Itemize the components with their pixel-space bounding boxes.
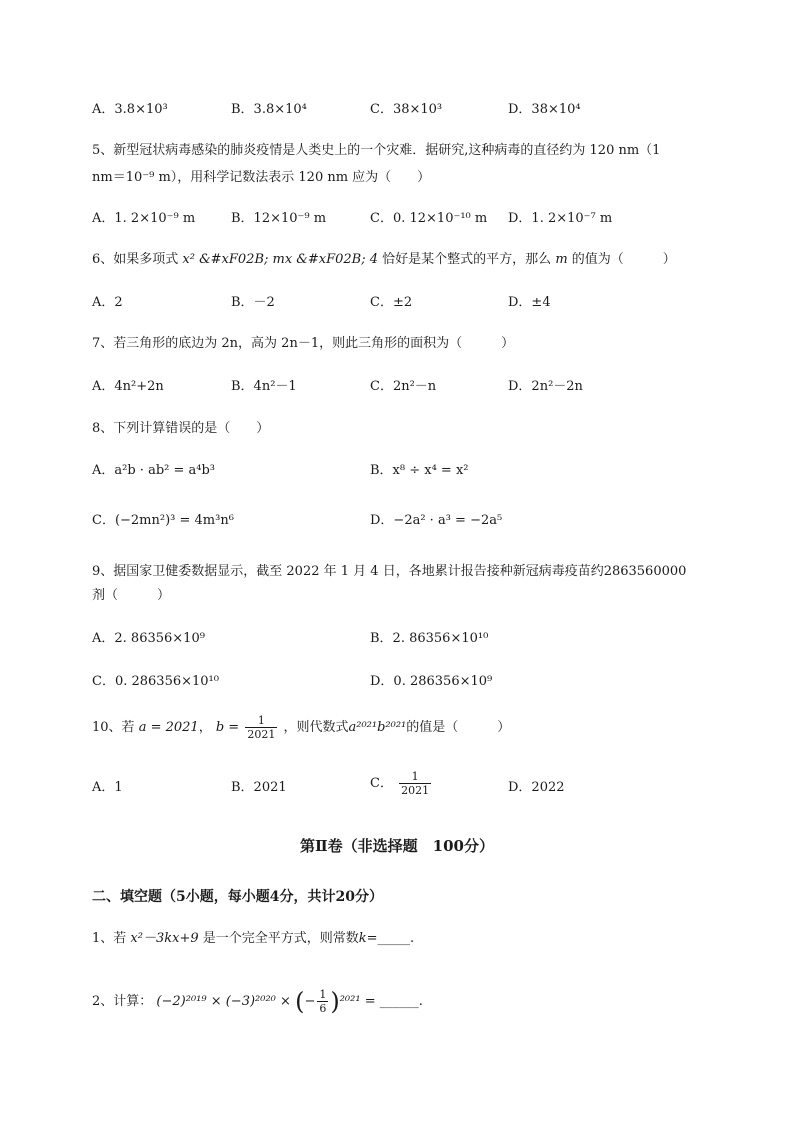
q8-option-a: A．a²b · ab² = a⁴b³ [92, 463, 216, 478]
q10-expr-a: a = 2021 [138, 720, 199, 735]
fill2-exponent: ²⁰²¹ [339, 994, 361, 1009]
q4-option-c: C．38×10³ [370, 102, 443, 117]
q10-option-c-label: C． [370, 776, 393, 791]
q8-option-c: C．(−2mn²)³ = 4m³n⁶ [92, 513, 234, 528]
fill1-text-b: 是一个完全平方式，则常数 [202, 931, 359, 946]
q6-text-b: 恰好是某个整式的平方，那么 [382, 252, 552, 267]
q5-stem-line1: 5、新型冠状病毒感染的肺炎疫情是人类史上的一个灾难．据研究,这种病毒的直径约为 120 nm（1 [92, 143, 661, 158]
q6-option-a: A．2 [92, 295, 123, 310]
q9-option-c: C．0. 286356×10¹⁰ [92, 674, 219, 689]
fill2-fraction-denominator: 6 [319, 1002, 327, 1015]
fill1-variable: k [358, 931, 367, 946]
q10-text-c: 的值是（ ） [406, 720, 511, 735]
q6-expression: x² &#xF02B; mx &#xF02B; 4 [182, 252, 379, 267]
q9-option-b: B．2. 86356×10¹⁰ [370, 631, 489, 646]
fill2-fraction [317, 988, 328, 1015]
fill1-expression: x²－3kx+9 [130, 931, 199, 946]
fill2-stem [92, 988, 423, 1015]
fill1-text-a: 1、若 [92, 931, 127, 946]
q5-option-a: A．1. 2×10⁻⁹ m [92, 211, 196, 226]
q10-option-a: A．1 [92, 780, 123, 795]
q4-option-b: B．3.8×10⁴ [231, 102, 307, 117]
fill2-paren-close: ) [330, 987, 340, 1016]
q9-option-d: D．0. 286356×10⁹ [370, 674, 493, 689]
fill1-text-c: =_____. [366, 931, 415, 946]
q9-stem-line1: 9、据国家卫健委数据显示，截至 2022 年 1 月 4 日，各地累计报告接种新冠病毒疫苗约2863560000 [92, 564, 687, 579]
q7-stem: 7、若三角形的底边为 2n，高为 2n－1，则此三角形的面积为（ ） [92, 336, 515, 351]
section2-heading: 二、填空题（5小题，每小题4分，共计20分） [92, 889, 383, 905]
q8-option-d: D．−2a² · a³ = −2a⁵ [370, 513, 503, 528]
q10-option-c [370, 770, 433, 797]
q6-option-d: D．±4 [508, 295, 551, 310]
q9-option-a: A．2. 86356×10⁹ [92, 631, 205, 646]
q10-option-c-denominator: 2021 [401, 784, 430, 797]
q7-option-c: C．2n²－n [370, 379, 437, 394]
q10-fraction-numerator: 1 [245, 714, 277, 728]
q8-stem: 8、下列计算错误的是（ ） [92, 421, 270, 436]
fill2-minus: − [304, 994, 316, 1009]
fill2-text-a: 2、计算： [92, 994, 153, 1009]
q6-text-a: 6、如果多项式 [92, 252, 179, 267]
q10-expr-b: b = [215, 720, 240, 735]
q4-option-a: A．3.8×10³ [92, 102, 168, 117]
q5-option-b: B．12×10⁻⁹ m [231, 211, 327, 226]
q5-option-c: C．0. 12×10⁻¹⁰ m [370, 211, 488, 226]
fill2-expression: (−2)²⁰¹⁹ × (−3)²⁰²⁰ × [156, 994, 291, 1009]
q10-separator: ， [198, 720, 212, 735]
q10-option-d: D．2022 [508, 780, 565, 795]
fill1-stem [92, 929, 414, 949]
q6-option-b: B．－2 [231, 295, 275, 310]
q6-text-c: 的值为（ ） [571, 252, 676, 267]
q10-fraction [245, 714, 277, 741]
q8-option-b: B．x⁸ ÷ x⁴ = x² [370, 463, 469, 478]
fill2-fraction-numerator: 1 [319, 988, 327, 1001]
q10-option-c-numerator: 1 [399, 770, 431, 784]
q10-option-b: B．2021 [231, 780, 287, 795]
q5-stem-line2: nm＝10⁻⁹ m），用科学记数法表示 120 nm 应为（ ） [92, 170, 431, 185]
q10-option-c-fraction [399, 770, 431, 797]
q10-text-b: ，则代数式 [283, 720, 349, 735]
q10-fraction-denominator: 2021 [247, 728, 276, 741]
fill2-text-b: = ______. [364, 994, 423, 1009]
q5-option-d: D．1. 2×10⁻⁷ m [508, 211, 613, 226]
q9-stem-line2: 剂（ ） [92, 588, 171, 603]
q7-option-a: A．4n²+2n [92, 379, 164, 394]
q6-stem [92, 250, 676, 270]
fill2-paren-open: ( [295, 987, 305, 1016]
q10-text-a: 10、若 [92, 720, 135, 735]
q6-option-c: C．±2 [370, 295, 413, 310]
q10-stem [92, 714, 510, 741]
q7-option-b: B．4n²－1 [231, 379, 297, 394]
q6-variable: m [555, 252, 568, 267]
part2-title: 第Ⅱ卷（非选择题 100分） [300, 837, 494, 855]
q4-option-d: D．38×10⁴ [508, 102, 581, 117]
q10-expr-c: a²⁰²¹b²⁰²¹ [348, 720, 407, 735]
q7-option-d: D．2n²－2n [508, 379, 583, 394]
